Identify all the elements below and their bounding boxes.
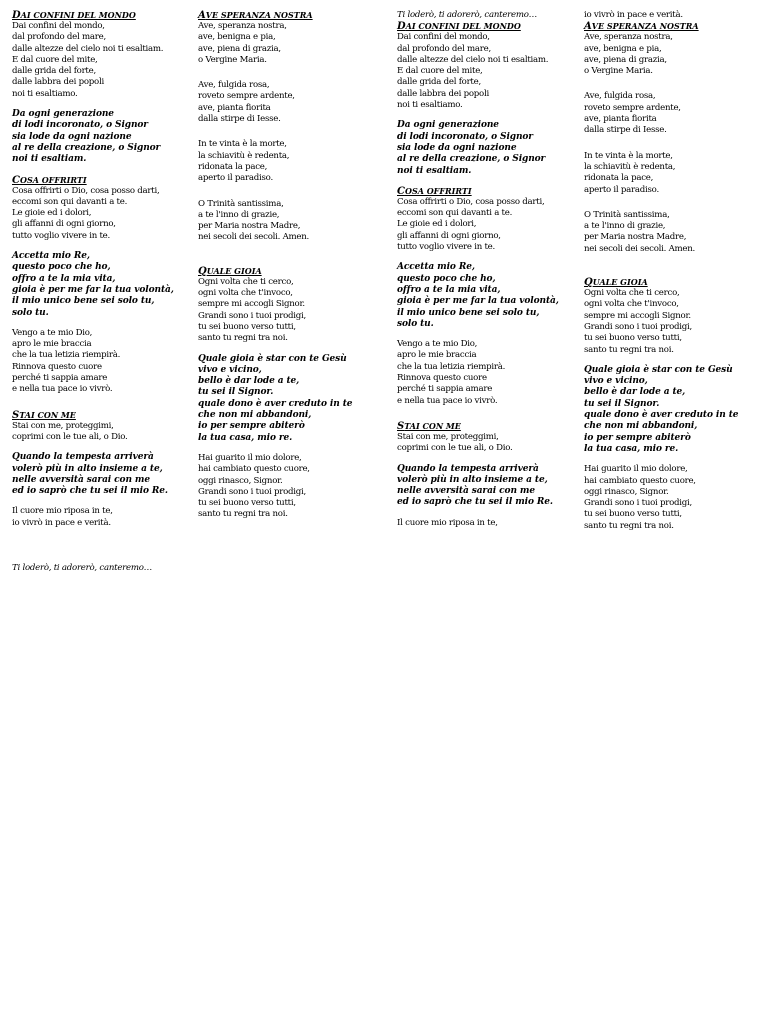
lyric-line: santo tu regni tra noi. <box>584 520 674 531</box>
verse <box>397 432 581 455</box>
lyric-line: che non mi abbandoni, <box>198 410 312 421</box>
lyric-line: Grandi sono i tuoi prodigi, <box>584 321 693 332</box>
verse <box>12 328 196 396</box>
lyric-line: quale dono è aver creduto in te <box>198 398 353 409</box>
verse <box>198 139 382 184</box>
verse <box>198 277 382 345</box>
verse <box>12 186 196 242</box>
lyric-line: Hai guarito il mio dolore, <box>584 464 688 475</box>
lyric-line: io vivrò in pace e verità. <box>584 10 683 20</box>
intro-line: Ti loderò, ti adorerò, canteremo… <box>397 10 538 20</box>
lyric-line: Il cuore mio riposa in te, <box>397 517 498 528</box>
lyric-line: ave, benigna e pia, <box>198 32 276 43</box>
lyric-line: Cosa offrirti o Dio, cosa posso darti, <box>12 185 160 196</box>
lyric-line: Da ogni generazione <box>397 120 499 131</box>
lyric-line: dal profondo del mare, <box>397 43 491 54</box>
lyric-line: io per sempre abiterò <box>198 421 305 432</box>
lyric-line: In te vinta è la morte, <box>198 139 287 150</box>
lyric-line: bello è dar lode a te, <box>198 376 300 387</box>
lyric-line: Ave, speranza nostra, <box>584 32 673 43</box>
lyric-line: noi ti esaltiamo. <box>397 100 463 111</box>
lyric-line: ave, pianta fiorita <box>584 114 657 125</box>
lyric-line: questo poco che ho, <box>12 262 111 273</box>
lyric-line: hai cambiato questo cuore, <box>584 475 696 486</box>
verse <box>397 339 581 407</box>
lyric-line: Grandi sono i tuoi prodigi, <box>198 310 307 321</box>
lyric-line: di lodi incoronato, o Signor <box>12 120 148 131</box>
verse <box>12 421 196 444</box>
lyric-line: In te vinta è la morte, <box>584 150 673 161</box>
verse <box>397 32 581 111</box>
verse <box>198 199 382 244</box>
song-title: QUALE GIOIA <box>198 265 262 277</box>
lyric-line: vivo e vicino, <box>198 364 262 375</box>
lyric-line: dalle grida del forte, <box>397 77 481 88</box>
lyric-line: ridonata la pace, <box>584 173 654 184</box>
song-quale-gioia-copy <box>584 277 768 532</box>
lyric-line: solo tu. <box>12 307 49 318</box>
lyric-line: oggi rinasco, Signor. <box>584 486 669 497</box>
verse-continuation <box>584 10 768 21</box>
lyric-line: Vengo a te mio Dio, <box>397 339 478 350</box>
lyric-line: la schiavitù è redenta, <box>198 150 290 161</box>
lyric-line: O Trinità santissima, <box>584 209 670 220</box>
song-ave-speranza <box>198 10 382 244</box>
lyric-line: ave, benigna e pia, <box>584 43 662 54</box>
lyric-line: Grandi sono i tuoi prodigi, <box>584 498 693 509</box>
lyric-line: ogni volta che t'invoco, <box>584 299 679 310</box>
lyric-line: offro a te la mia vita, <box>12 273 116 284</box>
verse <box>584 91 768 136</box>
lyric-line: bello è dar lode a te, <box>584 387 686 398</box>
lyric-line: Dai confini del mondo, <box>12 21 105 31</box>
lyric-line: apro le mie braccia <box>12 339 92 350</box>
song-dai-confini-copy <box>397 21 581 177</box>
song-cosa-offrirti <box>12 175 196 396</box>
lyric-line: tu sei buono verso tutti, <box>198 498 296 509</box>
lyric-line: nei secoli dei secoli. Amen. <box>198 232 310 243</box>
column-2 <box>198 10 382 530</box>
refrain <box>584 365 768 455</box>
lyric-line: volerò più in alto insieme a te, <box>12 463 163 474</box>
lyric-line: tu sei buono verso tutti, <box>198 321 296 332</box>
verse <box>198 80 382 125</box>
lyric-line: il mio unico bene sei solo tu, <box>397 307 540 318</box>
lyric-line: sempre mi accogli Signor. <box>198 299 305 310</box>
lyric-line: sempre mi accogli Signor. <box>584 310 691 321</box>
song-title: QUALE GIOIA <box>584 277 648 289</box>
lyric-line: dalla stirpe di Iesse. <box>198 114 281 125</box>
lyric-line: O Trinità santissima, <box>198 198 284 209</box>
lyric-line: Ave, speranza nostra, <box>198 21 287 31</box>
song-cosa-offrirti-copy <box>397 186 581 407</box>
lyric-line: coprimi con le tue ali, o Dio. <box>397 443 513 454</box>
lyric-line: Dai confini del mondo, <box>397 32 490 43</box>
verse <box>397 197 581 253</box>
lyric-line: dalle labbra dei popoli <box>397 88 489 99</box>
lyric-line: vivo e vicino, <box>584 376 648 387</box>
lyric-line: io vivrò in pace e verità. <box>12 517 111 528</box>
lyric-line: Accetta mio Re, <box>12 251 90 262</box>
lyric-line: gli affanni di ogni giorno, <box>397 230 501 241</box>
song-title: STAI CON ME <box>397 420 461 432</box>
lyric-line: perché ti sappia amare <box>12 373 108 384</box>
lyric-line: Ogni volta che ti cerco, <box>584 288 680 299</box>
lyric-line: e nella tua pace io vivrò. <box>397 395 498 406</box>
lyric-line: Grandi sono i tuoi prodigi, <box>198 486 307 497</box>
verse <box>584 288 768 356</box>
lyric-line: che non mi abbandoni, <box>584 421 698 432</box>
refrain <box>12 251 196 319</box>
lyric-line: Quale gioia è star con te Gesù <box>198 353 347 364</box>
verse <box>397 518 581 529</box>
lyric-line: noi ti esaltiamo. <box>12 88 78 99</box>
lyric-line: santo tu regni tra noi. <box>584 344 674 355</box>
verse <box>12 21 196 100</box>
lyric-line: che la tua letizia riempirà. <box>12 350 121 361</box>
lyric-line: tu sei il Signor. <box>198 387 274 398</box>
lyric-line: Da ogni generazione <box>12 109 114 120</box>
verse <box>584 210 768 255</box>
lyric-line: oggi rinasco, Signor. <box>198 475 283 486</box>
lyric-line: tu sei il Signor. <box>584 398 660 409</box>
lyric-line: ave, piena di grazia, <box>198 43 281 54</box>
lyric-line: a te l'inno di grazie, <box>584 221 666 232</box>
lyric-line: ed io saprò che tu sei il mio Re. <box>397 497 553 508</box>
lyric-line: la schiavitù è redenta, <box>584 161 676 172</box>
lyric-line: Rinnova questo cuore <box>12 361 102 372</box>
lyric-line: Hai guarito il mio dolore, <box>198 452 302 463</box>
lyric-line: per Maria nostra Madre, <box>198 221 301 232</box>
lyric-line: Rinnova questo cuore <box>397 373 487 384</box>
song-title: DAI CONFINI DEL MONDO <box>397 21 521 33</box>
lyric-line: Quale gioia è star con te Gesù <box>584 364 733 375</box>
refrain <box>397 262 581 330</box>
column-3 <box>397 10 581 538</box>
song-ave-speranza-copy <box>584 21 768 255</box>
song-title: COSA OFFRIRTI <box>397 185 472 197</box>
lyric-line: E dal cuore del mite, <box>12 54 98 65</box>
footer-line: Ti loderò, ti adorerò, canteremo… <box>12 563 153 573</box>
lyric-line: solo tu. <box>397 318 434 329</box>
song-title: COSA OFFRIRTI <box>12 174 87 186</box>
lyric-line: al re della creazione, o Signor <box>12 142 161 153</box>
lyric-line: ogni volta che t'invoco, <box>198 288 293 299</box>
song-title: AVE SPERANZA NOSTRA <box>584 21 699 33</box>
song-title: DAI CONFINI DEL MONDO <box>12 10 136 21</box>
lyric-line: noi ti esaltiam. <box>397 165 472 176</box>
refrain <box>12 109 196 165</box>
verse <box>12 506 196 529</box>
lyric-line: di lodi incoronato, o Signor <box>397 131 533 142</box>
verse <box>198 21 382 66</box>
lyric-line: offro a te la mia vita, <box>397 284 501 295</box>
lyric-line: Cosa offrirti o Dio, cosa posso darti, <box>397 196 545 207</box>
lyric-line: Le gioie ed i dolori, <box>12 208 92 219</box>
lyric-line: per Maria nostra Madre, <box>584 232 687 243</box>
lyric-line: aperto il paradiso. <box>584 184 659 195</box>
song-quale-gioia <box>198 266 382 521</box>
lyric-line: roveto sempre ardente, <box>584 102 681 113</box>
song-dai-confini <box>12 10 196 166</box>
lyric-line: santo tu regni tra noi. <box>198 509 288 520</box>
lyric-line: o Vergine Maria. <box>584 66 653 77</box>
lyric-line: questo poco che ho, <box>397 273 496 284</box>
lyric-line: Quando la tempesta arriverà <box>397 463 539 474</box>
lyric-line: dalle altezze del cielo noi ti esaltiam. <box>397 54 549 65</box>
lyric-line: dalle altezze del cielo noi ti esaltiam. <box>12 43 164 54</box>
lyric-line: Ave, fulgida rosa, <box>198 80 270 91</box>
lyric-line: al re della creazione, o Signor <box>397 154 546 165</box>
lyric-line: hai cambiato questo cuore, <box>198 464 310 475</box>
verse <box>198 453 382 521</box>
song-title: STAI CON ME <box>12 409 76 421</box>
refrain <box>397 464 581 509</box>
column-1 <box>12 10 196 538</box>
lyric-line: noi ti esaltiam. <box>12 154 87 165</box>
lyric-line: Stai con me, proteggimi, <box>397 431 499 442</box>
lyric-line: nelle avversità sarai con me <box>12 474 150 485</box>
lyric-line: nei secoli dei secoli. Amen. <box>584 243 696 254</box>
refrain <box>198 354 382 444</box>
lyric-line: coprimi con le tue ali, o Dio. <box>12 431 128 442</box>
verse <box>584 32 768 77</box>
lyric-line: la tua casa, mio re. <box>584 443 679 454</box>
lyric-line: dalle grida del forte, <box>12 66 96 77</box>
lyric-line: tu sei buono verso tutti, <box>584 509 682 520</box>
lyric-line: tu sei buono verso tutti, <box>584 333 682 344</box>
lyric-line: Ogni volta che ti cerco, <box>198 276 294 287</box>
lyric-line: santo tu regni tra noi. <box>198 333 288 344</box>
lyric-line: nelle avversità sarai con me <box>397 486 535 497</box>
lyric-line: tutto voglio vivere in te. <box>12 230 110 241</box>
lyric-line: perché ti sappia amare <box>397 384 493 395</box>
lyric-line: dalle labbra dei popoli <box>12 77 104 88</box>
lyric-line: ed io saprò che tu sei il mio Re. <box>12 486 168 497</box>
refrain <box>397 120 581 176</box>
lyric-line: o Vergine Maria. <box>198 54 267 65</box>
lyric-line: gli affanni di ogni giorno, <box>12 219 116 230</box>
lyric-line: ridonata la pace, <box>198 161 268 172</box>
lyric-line: a te l'inno di grazie, <box>198 209 280 220</box>
lyric-line: ave, piena di grazia, <box>584 54 667 65</box>
lyric-line: Le gioie ed i dolori, <box>397 219 477 230</box>
lyric-line: Ave, fulgida rosa, <box>584 91 656 102</box>
lyric-line: ave, pianta fiorita <box>198 102 271 113</box>
lyric-line: volerò più in alto insieme a te, <box>397 474 548 485</box>
song-title: AVE SPERANZA NOSTRA <box>198 10 313 21</box>
refrain <box>12 452 196 497</box>
lyric-line: sia lode da ogni nazione <box>397 142 517 153</box>
lyric-line: roveto sempre ardente, <box>198 91 295 102</box>
lyric-line: eccomi son qui davanti a te. <box>397 208 513 219</box>
lyric-line: sia lode da ogni nazione <box>12 131 132 142</box>
verse <box>584 464 768 532</box>
lyric-line: che la tua letizia riempirà. <box>397 361 506 372</box>
lyric-line: la tua casa, mio re. <box>198 432 293 443</box>
column-4 <box>584 10 768 541</box>
lyric-line: gioia è per me far la tua volontà, <box>397 296 559 307</box>
lyric-line: quale dono è aver creduto in te <box>584 410 739 421</box>
lyric-line: Il cuore mio riposa in te, <box>12 506 113 517</box>
lyric-line: Stai con me, proteggimi, <box>12 420 114 431</box>
verse <box>584 151 768 196</box>
lyric-line: dal profondo del mare, <box>12 32 106 43</box>
lyric-line: Accetta mio Re, <box>397 262 475 273</box>
song-stai-con-me-copy <box>397 421 581 529</box>
lyric-line: E dal cuore del mite, <box>397 66 483 77</box>
lyric-line: eccomi son qui davanti a te. <box>12 196 128 207</box>
lyric-line: dalla stirpe di Iesse. <box>584 125 667 136</box>
lyric-line: io per sempre abiterò <box>584 432 691 443</box>
song-stai-con-me <box>12 410 196 529</box>
lyric-line: Quando la tempesta arriverà <box>12 452 154 463</box>
lyric-line: apro le mie braccia <box>397 350 477 361</box>
lyric-line: gioia è per me far la tua volontà, <box>12 284 174 295</box>
lyric-line: aperto il paradiso. <box>198 173 273 184</box>
lyric-line: Vengo a te mio Dio, <box>12 327 93 338</box>
lyric-line: e nella tua pace io vivrò. <box>12 384 113 395</box>
lyric-line: tutto voglio vivere in te. <box>397 242 495 253</box>
lyric-line: il mio unico bene sei solo tu, <box>12 296 155 307</box>
